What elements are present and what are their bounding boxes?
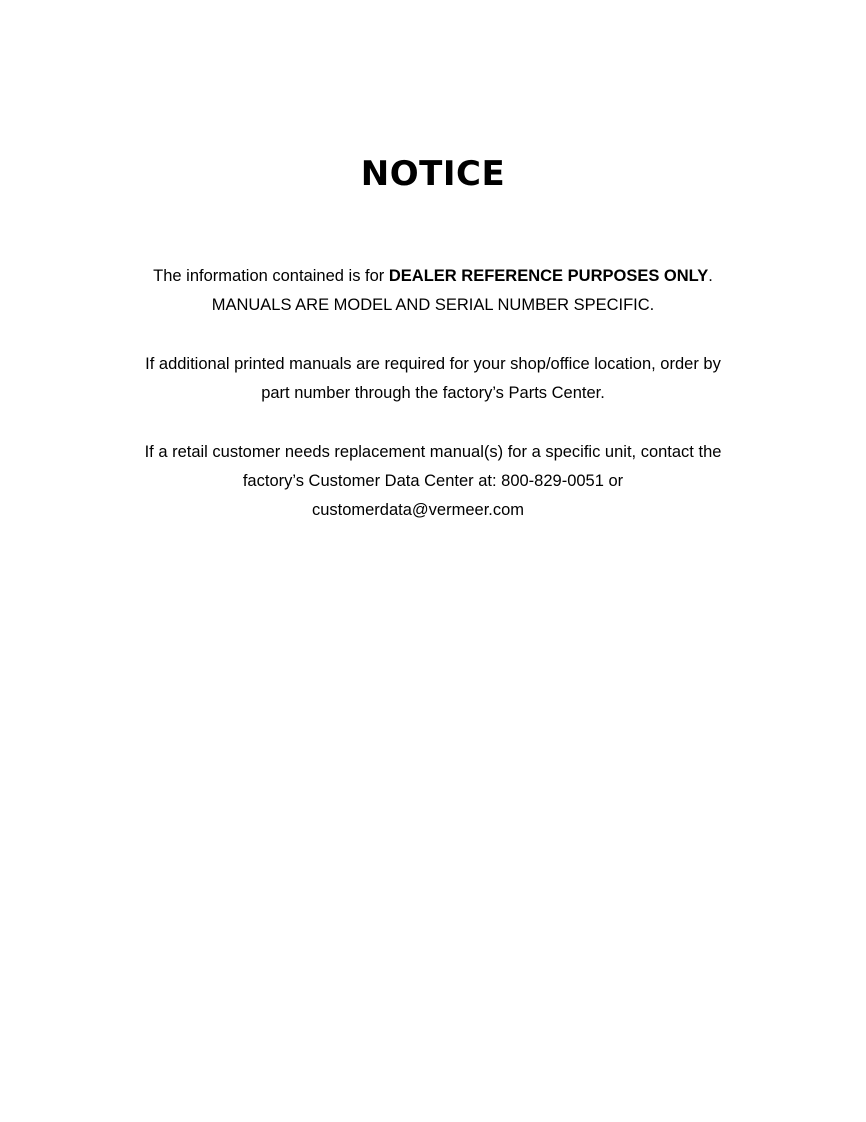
notice-title: NOTICE xyxy=(360,154,506,194)
dealer-reference-suffix: . xyxy=(708,267,713,285)
dealer-reference-paragraph xyxy=(0,262,866,320)
dealer-reference-line xyxy=(0,262,866,291)
customer-data-center-line: factory’s Customer Data Center at: 800-829-0051 or xyxy=(242,472,624,490)
printed-manuals-line-1: If additional printed manuals are required for your shop/office location, order by xyxy=(145,355,721,373)
printed-manuals-paragraph xyxy=(0,350,866,408)
model-serial-line: MANUALS ARE MODEL AND SERIAL NUMBER SPECIFIC. xyxy=(211,296,655,314)
customer-data-email: customerdata@vermeer.com xyxy=(311,501,525,519)
dealer-reference-emphasis: DEALER REFERENCE PURPOSES ONLY xyxy=(388,267,709,285)
printed-manuals-line-2: part number through the factory’s Parts Center. xyxy=(261,384,605,402)
retail-customer-paragraph xyxy=(0,438,866,525)
retail-customer-line-1: If a retail customer needs replacement manual(s) for a specific unit, contact the xyxy=(144,443,722,461)
dealer-reference-prefix: The information contained is for xyxy=(153,267,389,285)
